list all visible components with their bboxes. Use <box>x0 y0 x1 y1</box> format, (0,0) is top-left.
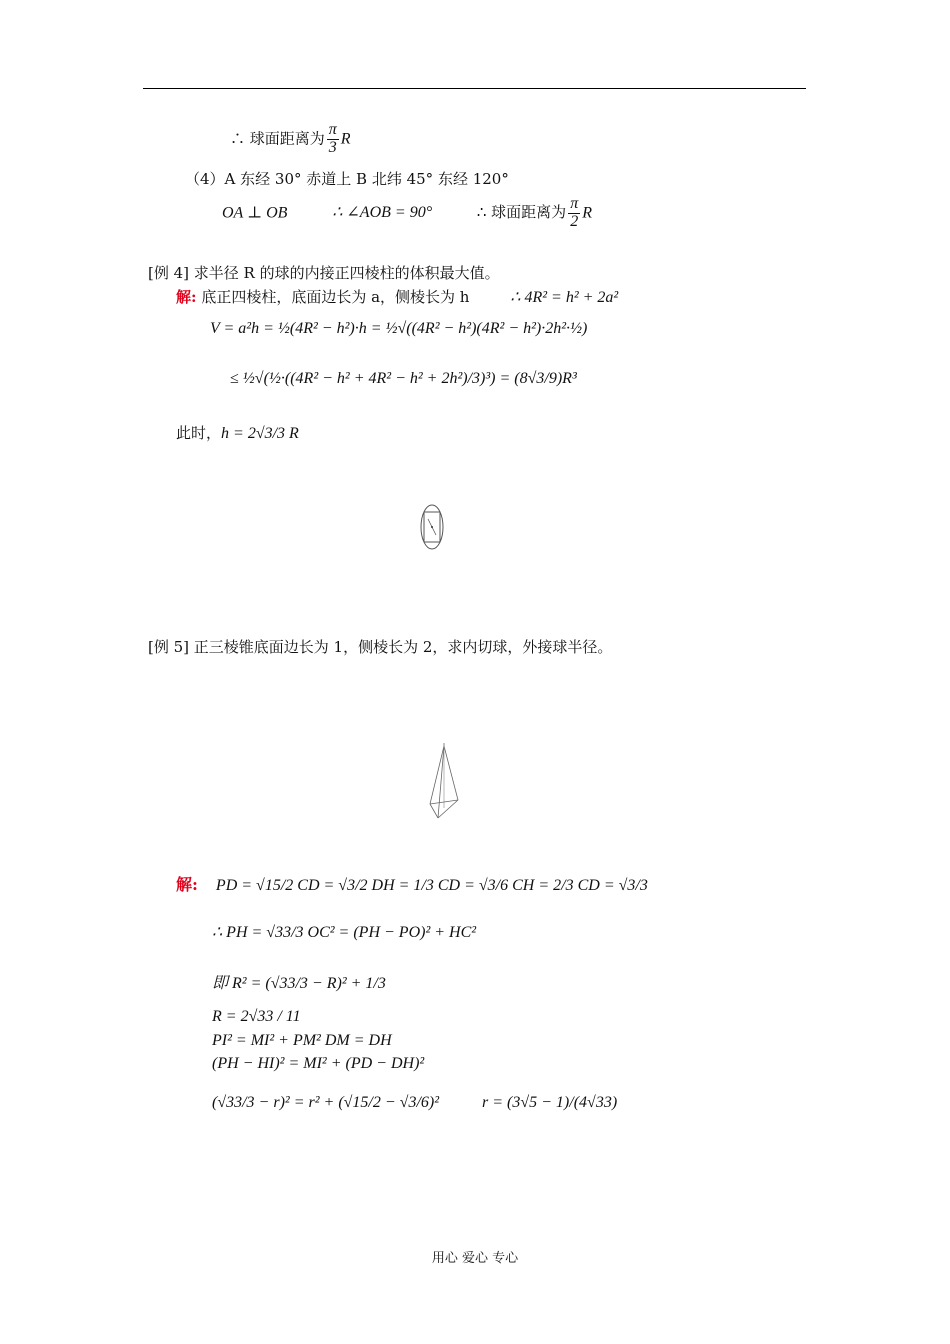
perpendicular-line: OA ⊥ OB ∴ ∠AOB = 90° ∴ 球面距离为 $\frac{\pi}{2}$ R <box>222 195 592 230</box>
example-5-line-2: ∴ PH = √33/3 OC² = (PH − PO)² + HC² <box>212 924 477 941</box>
example-5-line-8: r = (3√5 − 1)/(4√33) <box>482 1094 618 1111</box>
example-5-line-5: PI² = MI² + PM² DM = DH <box>212 1032 392 1049</box>
example-5-line-3: 即 R² = (√33/3 − R)² + 1/3 <box>212 975 386 992</box>
example-5-line-1: 解: PD = √15/2 CD = √3/2 DH = 1/3 CD = √3/6 CH = 2/3 CD = √3/3 <box>176 875 648 894</box>
volume-inequality: ≤ ½√(½·((4R² − h² + 4R² − h² + 2h²)/3)³) = (8√3/9)R³ <box>230 370 577 387</box>
spherical-distance-line-1: ∴ 球面距离为 $\frac{\pi}{3}$ R <box>230 121 351 156</box>
example-5-line-6: (PH − HI)² = MI² + (PD − DH)² <box>212 1055 425 1072</box>
pyramid-figure <box>422 742 466 832</box>
example-4-title: [例 4] 求半径 R 的球的内接正四棱柱的体积最大值。 <box>148 264 500 282</box>
example-4-solution-intro: 解: 底正四棱柱，底面边长为 a，侧棱长为 h ∴ 4R² = h² + 2a² <box>176 288 619 306</box>
footer-slogan: 用心 爱心 专心 <box>431 1251 519 1266</box>
header-rule <box>143 88 806 89</box>
example-5-title: [例 5] 正三棱锥底面边长为 1，侧棱长为 2，求内切球，外接球半径。 <box>148 638 613 656</box>
solution-label: 解: <box>176 288 197 306</box>
problem-4-conditions: （4）A 东经 30° 赤道上 B 北纬 45° 东经 120° <box>185 170 509 188</box>
example-4-result: 此时，h = 2√3/3 R <box>176 424 299 442</box>
solution-label-5: 解: <box>176 875 198 894</box>
example-5-line-4: R = 2√33 / 11 <box>212 1008 301 1025</box>
inscribed-prism-figure <box>419 503 445 551</box>
example-5-line-7: (√33/3 − r)² = r² + (√15/2 − √3/6)² <box>212 1094 440 1111</box>
volume-equation: V = a²h = ½(4R² − h²)·h = ½√((4R² − h²)(4R² − h²)·2h²·½) <box>210 320 588 337</box>
